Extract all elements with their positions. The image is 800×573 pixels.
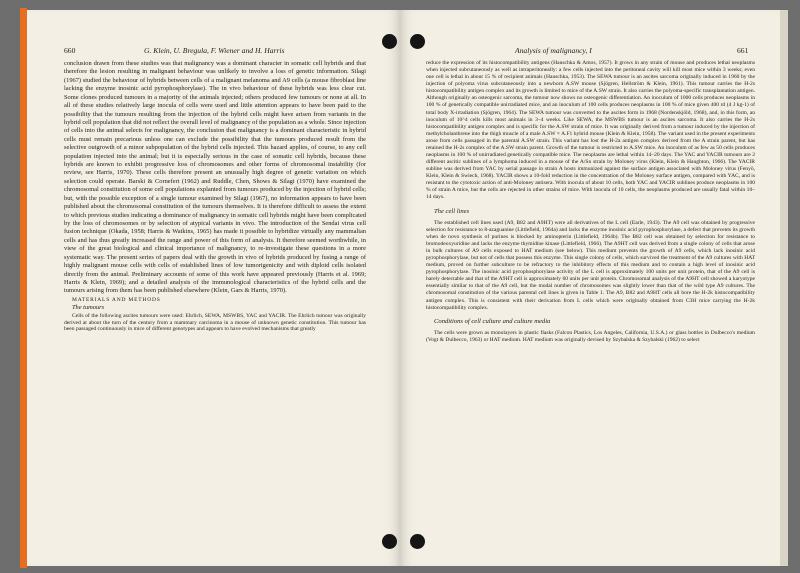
right-page-edge [780,10,788,566]
binding-hole-left-top [382,34,397,49]
binding-hole-right-bottom [410,534,425,549]
section-heading: MATERIALS AND METHODS [72,296,161,303]
subsection-heading-culture: Conditions of cell culture and culture media [434,317,551,325]
left-authors: G. Klein, U. Bregula, F. Wiener and H. Harris [144,46,285,55]
right-title: Analysis of malignancy, I [515,46,592,55]
right-page-number: 661 [737,46,749,55]
page-edge [20,8,27,568]
right-body [426,60,755,344]
binding-hole-left-bottom [382,534,397,549]
subsection-heading-cell-lines: The cell lines [434,207,470,215]
left-page [27,10,400,566]
cell-lines-paragraph: The established cell lines used (A9, B82 and A9HT) were all derivatives of the L cell (Earle, 1943). The A9 cell was obtained by progressive selection for resistance to 8-azaguanine (Littlefield, 1964a) and lacks the enzyme inosinic acid pyrophosphorylase, a defect that prevents its growth when de novo synthesis of purines is blocked by aminopterin (Littlefield, 1964b). The B82 cell was obtained by selection for resistance to bromodeoxyuridine and lacks the enzyme thymidine kinase (Littlefield, 1966). The A9HT cell was derived from a single colony of cells that arose in bulk cultures of A9 cells exposed to HAT medium (see below). This medium prevents the growth of A9 cells, which lack inosinic acid pyrophosphorylase, but not of cells that possess this enzyme. This single colony of cells, which survived the treatment of the A9 cultures with HAT medium, proved on further subculture to be refractory to the inhibitory effects of this medium and to contain a high level of inosinic acid pyrophosphorylase. The inosinic acid pyrophosphorylase activity of the L cell is approximately 100 units per unit protein, that of the A9 cell is barely detectable and that of the A9HT cell is approximately 60 units per unit protein. Chromosomal analysis of the A9HT cell showed a karyotype essentially similar to that of the A9 cell, but the modal number of chromosomes was slightly lower than that of the wild type A9 cultures. The chromosomal constitution of the various parental cell lines is given in Table 1. The A9, B82 and A9HT cells all bore the H-2k histocompatibility antigen complex. This is consistent with their derivation from L cells which were originally obtained from C3H mice carrying the H-2k histocompatibility complex. [426,219,755,311]
culture-paragraph: The cells were grown as monolayers in plastic flasks (Falcon Plastics, Los Angeles, California, U.S.A.) or glass bottles in Dulbecco's medium (Vogt & Dulbecco, 1963) or HAT medium. HAT medium was originally devised by Szybalska & Szybalski (1962) to select [426,329,755,343]
right-page [400,10,780,566]
tumours-paragraph: Cells of the following ascites tumours were used: Ehrlich, SEWA, MSWBS, YAC and YACIR. The Ehrlich tumour was originally derived at about the turn of the century from a mammary carcinoma in a mouse of unknown genetic constitution. This tumour has been passaged continuously in mice of different genotypes and appears to have evolved mechanisms that greatly [64,312,366,333]
left-page-number: 660 [64,46,76,55]
left-body [64,60,366,333]
left-paragraph: conclusion drawn from these studies was that malignancy was a dominant character in somatic cell hybrids and that therefore the lesion resulting in malignant behaviour was unlikely to involve a loss of genetic information. Silagi (1967) studied the behaviour of hybrids between cells of a malignant melanoma and A9 cells (a mouse fibroblast line lacking the enzyme inosinic acid pyrophosphorylase). The in vivo behaviour of these hybrids was less clear cut. Some clones produced tumours in a majority of the animals injected; others produced few tumours or none at all. In all of these studies relatively large inocula of cells were used and little attention appears to have been paid to the possibility that the tumours resulting from the injection of the hybrid cells might have arisen from variants in the hybrid cell population that did not reflect the overall level of malignancy of the population as a whole. Since injection of cells into the animal selects for malignancy, the conclusion that malignancy is a dominant characteristic in hybrid cells must remain precarious unless one can exclude the possibility that the tumours produced result from the selective outgrowth of a minor subpopulation of the hybrid cells injected. This hazard applies, of course, to any cell population injected into the animal; but it is especially serious in the case of somatic cell hybrids, because these hybrids are known to exhibit progressive loss of chromosomes and other forms of chromosomal instability (for review, see Harris, 1970). These cells therefore present an unusually high degree of genetic variation on which selection could operate. Barski & Cornefert (1962) and Ruddle, Chen, Shows & Silagi (1970) have examined the chromosomal constitution of some cell populations explanted from tumours produced by the injection of hybrid cells; but, with the possible exception of a single tumour examined by Silagi (1967), no information appears to have been published about the chromosomal constitution of the tumours themselves. It is therefore difficult to assess the extent to which previous studies indicating a dominance of malignancy in somatic cell hybrids might have been complicated by the loss of chromosomes or by selection of atypical variants in vivo. The introduction of the Sendai virus cell fusion technique (Okada, 1958; Harris & Watkins, 1965) has made it possible to hybridize virtually any mammalian cells and has thus greatly increased the range and power of this form of analysis. It therefore seemed worthwhile, in view of the great biological and clinical importance of malignancy, to re-investigate these questions in a more systematic way. The present series of papers deal with the growth in vivo of hybrids produced by fusing a range of highly malignant mouse cells with cells of established lines of low tumorigenicity and with diploid cells isolated directly from the animal. Preliminary accounts of some of this work have appeared previously (Harris et al. 1969; Harris & Klein, 1969); and a detailed analysis of the immunological characteristics of the hybrid cells and the tumours arising from them has been published elsewhere (Klein, Gars & Harris, 1970). [64,60,366,295]
binding-hole-right-top [410,34,425,49]
subsection-heading: The tumours [72,304,105,312]
right-paragraph: reduce the expression of its histocompatibility antigens (Hauschka & Amos, 1957). It grows in any strain of mouse and produces lethal neoplasms when injected subcutaneously as well as intraperitoneally: a few cells injected into the peritoneal cavity will kill most mice within 3 weeks; even one cell is lethal in about 15 % of recipient animals (Hauschka, 1953). The SEWA tumour is an ascites sarcoma originally induced in 1960 by the injection of polyoma virus subcutaneously into a newborn A.SW mouse (Sjögren, Hellström & Klein, 1961). This tumour carries the H-2s histocompatibility antigen complex and its growth is limited to mice of the A.SW strain. It also carries the polyoma-specific transplantation antigen. Although originally an osteogenic sarcoma, the tumour now shows no osteogenic differentiation. An inoculum of 1000 cells produces neoplasms in 100 % of genetically compatible unirradiated mice, and an inoculum of 100 cells produces neoplasms in 100 % of mice given 400 rd (4 J kg-1) of total body X-irradiation (Sjögren, 1964). The SEWA tumour was converted to the ascites form in 1968 (Nordenskjöld, 1968), and, in this form, an inoculum of 10^4 cells kills most animals in 3–4 weeks. Like SEWA, the MSWBS tumour is an ascites sarcoma. It also carries the H-2s histocompatibility antigen complex and is specific for the A.SW strain of mice. It was originally derived from a tumour induced by the injection of methylcholanthrene into the thigh muscle of a male A.SW × A.F1 hybrid mouse (Klein & Klein, 1958). The variant used in the present experiments arose from cells passaged in the parental A.SW strain. This variant has lost the H-2a antigen complex derived from the A strain parent, but has retained the H-2s complex of the A.SW strain parent. Growth of the tumour is restricted to A.SW mice. An inoculum of as few as 50 cells produces neoplasms in 100 % of unirradiated genetically compatible mice. The neoplasms are lethal within 14–20 days. The YAC and YACIR tumours are 2 different ascitic sublines of a lymphoma induced in a mouse of the A/Sn strain by Moloney virus (Klein, Klein & Haughton, 1966). The YACIR subline was derived from YAC by serial passage in strain A hosts immunized against the surface antigen associated with Moloney virus (Fenyö, Klein, Klein & Swiech, 1968). YACIR shows a 10-fold reduction in the concentration of the Moloney surface antigen, compared with YAC, and is resistant to the cytotoxic action of anti-Moloney antisera. With inocula of about 10 cells, both YAC and YACIR sublines produce neoplasms in 100 % of strain A mice, but the cells are rejected in other strains of mice. With inocula of 10 cells, the neoplasms produced are usually fatal within 10–14 days. [426,60,755,201]
